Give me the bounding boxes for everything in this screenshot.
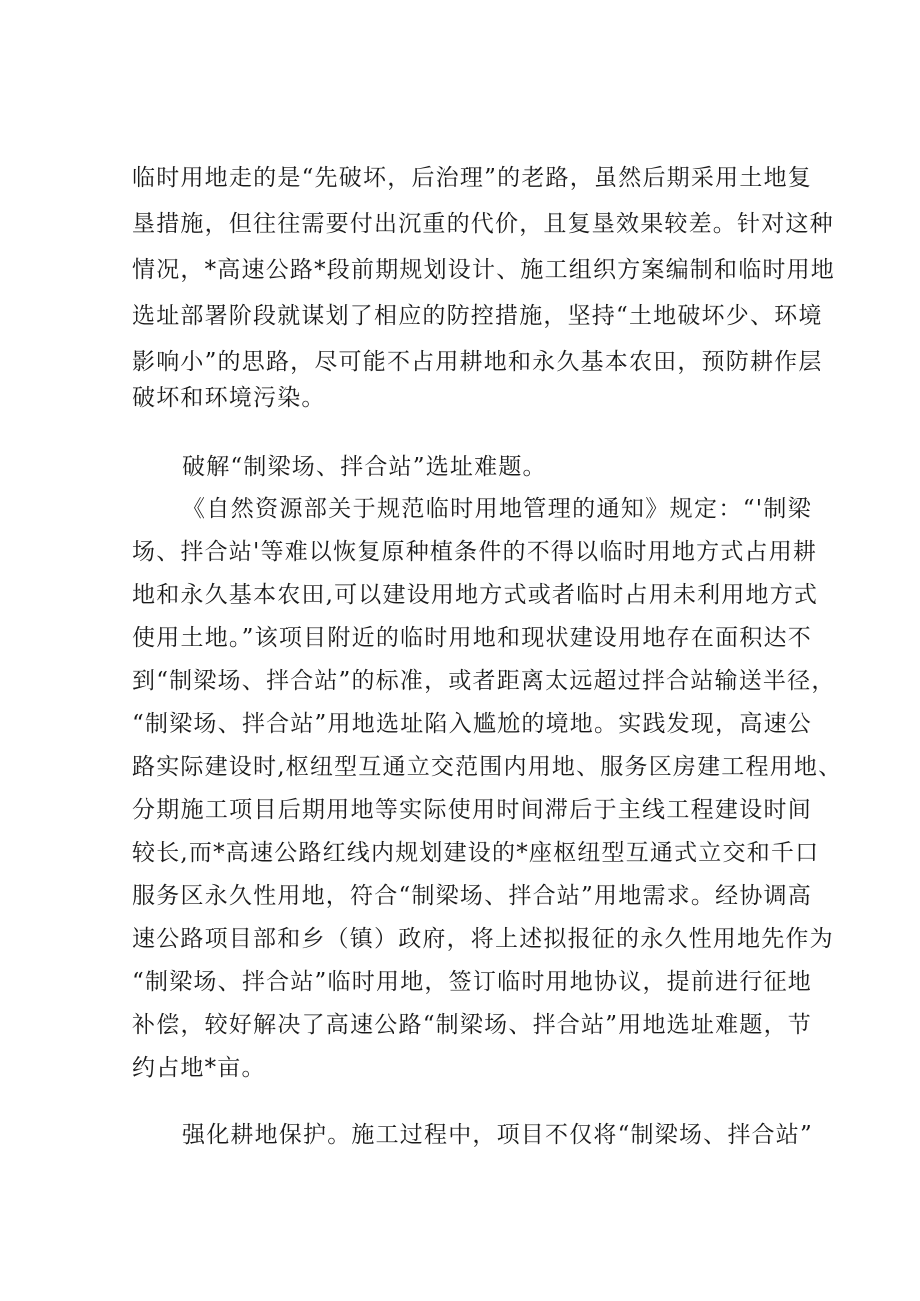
paragraph-line: 使用土地。”该项目附近的临时用地和现状建设用地存在面积达不 [132, 625, 812, 651]
paragraph-line: 补偿，较好解决了高速公路“制梁场、拌合站”用地选址难题，节 [132, 1012, 812, 1038]
paragraph-line: 路实际建设时,枢纽型互通立交范围内用地、服务区房建工程用地、 [132, 754, 843, 780]
paragraph-line: “制梁场、拌合站”用地选址陷入尴尬的境地。实践发现，高速公 [132, 711, 812, 737]
paragraph-line: 约占地*亩。 [132, 1055, 266, 1081]
paragraph-line: 强化耕地保护。施工过程中，项目不仅将“制梁场、拌合站” [182, 1122, 813, 1148]
paragraph-line: 垦措施，但往往需要付出沉重的代价，且复垦效果较差。针对这种 [132, 211, 834, 237]
paragraph-line: 分期施工项目后期用地等实际使用时间滞后于主线工程建设时间 [132, 797, 812, 823]
paragraph-line: 较长,而*高速公路红线内规划建设的*座枢纽型互通式立交和千口 [132, 840, 820, 866]
paragraph-line: 《自然资源部关于规范临时用地管理的通知》规定：“'制梁 [182, 496, 812, 522]
paragraph-line: 破坏和环境污染。 [132, 385, 326, 411]
paragraph-line: 服务区永久性用地，符合“制梁场、拌合站”用地需求。经协调高 [132, 883, 812, 909]
paragraph-line: 选址部署阶段就谋划了相应的防控措施，坚持“土地破坏少、环境 [132, 303, 823, 329]
paragraph-line: “制梁场、拌合站”临时用地，签订临时用地协议，提前进行征地 [132, 969, 812, 995]
paragraph-line: 临时用地走的是“先破坏，后治理”的老路，虽然后期采用土地复 [132, 165, 812, 191]
section-heading: 破解“制梁场、拌合站”选址难题。 [182, 454, 547, 480]
paragraph-line: 速公路项目部和乡（镇）政府，将上述拟报征的永久性用地先作为 [132, 926, 834, 952]
paragraph-line: 情况，*高速公路*段前期规划设计、施工组织方案编制和临时用地 [132, 257, 835, 283]
paragraph-line: 到“制梁场、拌合站”的标准，或者距离太远超过拌合站输送半径， [132, 668, 836, 694]
paragraph-line: 影响小”的思路，尽可能不占用耕地和永久基本农田，预防耕作层 [132, 349, 823, 375]
paragraph-line: 场、拌合站'等难以恢复原种植条件的不得以临时用地方式占用耕 [132, 539, 818, 565]
paragraph-line: 地和永久基本农田,可以建设用地方式或者临时占用未利用地方式 [132, 582, 819, 608]
